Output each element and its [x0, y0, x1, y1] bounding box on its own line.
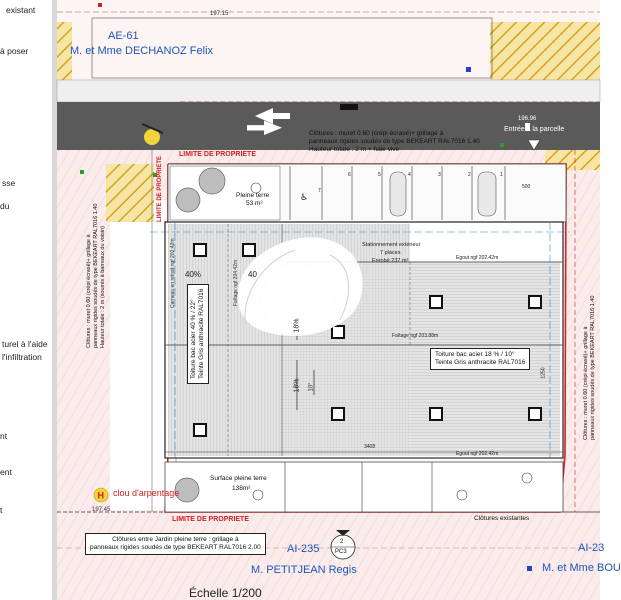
- elevation-road: 196.96: [518, 116, 537, 122]
- parking-count: 7 places: [380, 250, 401, 256]
- parcel-ref-bottom-left: AI-235: [287, 543, 320, 555]
- legend-text: nt: [0, 431, 8, 441]
- accessible-icon: ♿: [300, 193, 309, 203]
- green-area-label: Pleine terre: [236, 192, 270, 199]
- svg-text:H: H: [97, 490, 104, 501]
- legend-text: l'infiltration: [2, 352, 42, 362]
- parking-slot-number: 7: [318, 188, 321, 194]
- parcel-ref-top: AE-61: [108, 30, 139, 42]
- ridge-level-vertical: Faîtage ngf 204.42m: [233, 259, 239, 306]
- parcel-owner-top: M. et Mme DECHANOZ Felix: [70, 45, 214, 57]
- elevation-bottom: 197.45: [92, 507, 111, 513]
- parking-slot-number: 1: [500, 172, 503, 178]
- hatch-zone: [490, 22, 600, 80]
- fence-note-right: Clôtures : muret 0.60 (crépi écrasé)+ grillage à panneaux rigides soudés de type BEKEART RAL7016 1.40: [583, 295, 596, 440]
- survey-nail-label: clou d'arpentage: [113, 488, 180, 498]
- elevation-top: 197.15: [210, 11, 229, 17]
- legend-text: turel à l'aide: [2, 339, 48, 349]
- parcel-owner-bottom-right: M. et Mme BOU: [542, 562, 621, 574]
- angle-label: 10°: [308, 382, 315, 392]
- property-limit-label-vertical: LIMITE DE PROPRIETE: [157, 155, 163, 222]
- slope-label: 40: [248, 270, 257, 279]
- dimension-1250: 1250: [540, 367, 547, 379]
- scale-label: Échelle 1/200: [189, 586, 262, 600]
- parking-slot-number: 6: [348, 172, 351, 178]
- parking-slot-number: 5: [378, 172, 381, 178]
- tree-symbol: [176, 188, 200, 212]
- parking-slot-number: 2: [468, 172, 471, 178]
- legend-text: existant: [6, 5, 36, 15]
- gutter-level-bottom: Egout ngf 202.42m: [456, 451, 499, 457]
- slope-label: 40%: [185, 270, 202, 279]
- fence-note-garden: Clôtures entre Jardin pleine terre : grillage à panneaux rigides soudés de type BEKEART RAL7016 2.00: [85, 533, 266, 555]
- section-number: 2: [340, 539, 344, 545]
- slope-label: 18%: [293, 318, 301, 333]
- legend-text: sse: [2, 178, 16, 188]
- existing-fences-label: Clôtures existantes: [474, 515, 530, 522]
- hatch-zone: [106, 164, 154, 222]
- legend-text: ent: [0, 467, 12, 477]
- fence-note-top: Clôtures : muret 0.60 (crépi écrasé)+ grillage à panneaux rigides soudés de type BEKEART RAL7016 1.40 Hauteur totale : 2 m + haie vive: [309, 130, 480, 153]
- legend-text: à poser: [0, 46, 29, 56]
- parking-label: Stationnement extérieur: [362, 242, 421, 248]
- gutter-level-top: Egout ngf 202.42m: [456, 255, 499, 261]
- dimension-500: 500: [522, 184, 531, 190]
- slope-label: 18%: [293, 378, 301, 393]
- legend-text: t: [0, 505, 3, 515]
- roof-left-label: Toiture bac acier 40 % / 22° Teinte Gris anthracite RAL7016: [187, 284, 209, 384]
- parcel-ref-bottom-right: AI-23: [578, 542, 605, 554]
- roof-right-label: Toiture bac acier 18 % / 10° Teinte Gris anthracite RAL7016: [430, 348, 530, 370]
- carneau-label: Carneau en retrait ngf 202.42m: [170, 238, 176, 308]
- property-limit-label: LIMITE DE PROPRIETE: [179, 151, 257, 158]
- asphalt-area: Enrobé 237 m²: [372, 258, 409, 264]
- entrance-label: Entrée à la parcelle: [504, 126, 565, 133]
- parcel-owner-bottom-left: M. PETITJEAN Regis: [251, 564, 357, 576]
- garden-area-value: 138m²: [232, 485, 251, 492]
- fence-note-left: Clôtures : muret 0.60 (crépi écrasé)+ grillage à panneaux rigides soudés de type BEKEART RAL7016 1.40 Hauteur totale : 2 m (soumis à barreaux du voisin): [86, 203, 106, 348]
- section-ref: PC3: [335, 549, 347, 555]
- garden-area-label: Surface pleine terre: [210, 475, 267, 482]
- parking-slot-number: 3: [438, 172, 441, 178]
- dimension-3408: 3408: [364, 444, 376, 450]
- parking-slot-number: 4: [408, 172, 411, 178]
- tree-symbol: [199, 168, 225, 194]
- property-limit-label-bottom: LIMITE DE PROPRIETE: [172, 516, 250, 523]
- legend-text: du: [0, 201, 10, 211]
- ridge-level: Faîtage ngf 203.88m: [392, 333, 439, 339]
- green-area-value: 53 m²: [246, 200, 263, 207]
